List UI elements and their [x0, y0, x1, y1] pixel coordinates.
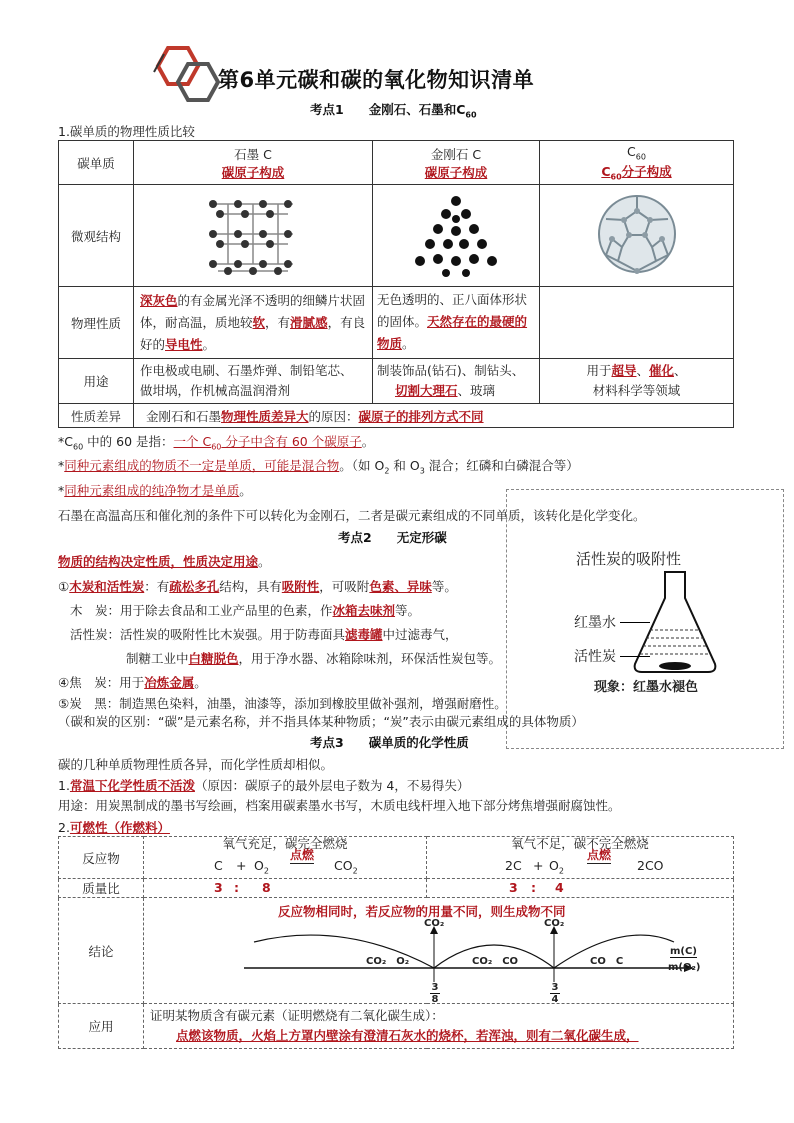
leader-line-1	[620, 622, 650, 623]
combustibility-line: 2.可燃性（作燃料）	[58, 820, 170, 835]
label-activated-carbon: 活性炭	[574, 649, 616, 665]
right-ratio: 3 : 4	[427, 879, 734, 898]
fraction-3-4: 3 4	[551, 982, 559, 1005]
left-reaction: 氧气充足，碳完全燃烧 C + $O_2$ 点燃 $CO_2$	[144, 837, 427, 879]
label-phys: 物理性质	[59, 287, 134, 359]
diamond-use-text: 制装饰品(钻石)、制钻头、 切割大理石、玻璃	[373, 359, 540, 404]
conclusion-cell	[144, 898, 734, 1004]
activated-carbon-line: 活性炭：活性炭的吸附性比木炭强。用于防毒面具滤毒罐中过滤毒气，	[70, 627, 458, 642]
figure-title: 活性炭的吸附性	[576, 550, 682, 568]
col-diamond: 金刚石 C 碳原子构成	[373, 141, 540, 185]
combustion-table	[58, 836, 734, 1049]
carbon-comparison-table	[58, 140, 734, 428]
mc-label: m(C)	[670, 946, 697, 957]
label-carbon: 碳单质	[59, 141, 134, 185]
figure-caption: 现象：红墨水褪色	[594, 680, 699, 695]
kaodian2-heading: 考点2 无定形碳	[338, 530, 447, 545]
label-micro: 微观结构	[59, 185, 134, 287]
note-mixture: *同种元素组成的物质不一定是单质，可能是混合物。（如 $O_2$ 和 $O_3$ 混合；红磷和白磷混合等）	[58, 458, 579, 476]
graphite-use-text: 作电极或电刷、石墨炸弹、制铅笔芯、 做坩埚，作机械高温润滑剂	[134, 359, 373, 404]
label-diff: 性质差异	[59, 404, 134, 428]
label-use: 用途	[59, 359, 134, 404]
col-graphite: 石墨 C 碳原子构成	[134, 141, 373, 185]
conical-flask-image	[630, 568, 720, 678]
label-mass-ratio: 质量比	[59, 879, 144, 898]
sugar-line: 制糖工业中白糖脱色，用于净水器、冰箱除味剂，环保活性炭包等。	[126, 651, 502, 666]
graphite-phys-text: 深灰色的有金属光泽不透明的细鳞片状固体，耐高温，质地较软，有滑腻感，有良好的导电性。	[134, 287, 373, 359]
diamond-phys-text: 无色透明的、正八面体形状的固体。天然存在的最硬的物质。	[373, 287, 540, 359]
left-ratio: 3 : 8	[144, 879, 427, 898]
graphite-structure-image	[134, 185, 373, 287]
co2-label-2: CO₂	[544, 918, 565, 929]
region2-label: CO₂ CO	[472, 956, 519, 967]
similar-chem-line: 碳的几种单质物理性质各异，而化学性质却相似。	[58, 757, 334, 772]
carbon-distinction-line: （碳和炭的区别：“碳”是元素名称，并不指具体某种物质；“炭”表示由碳元素组成的具体物质）	[58, 714, 584, 729]
benzene-logo-icon	[148, 42, 220, 106]
co2-label-1: CO₂	[424, 918, 445, 929]
diff-text: 金刚石和石墨物理性质差异大的原因：碳原子的排列方式不同	[134, 404, 734, 428]
kaodian1-heading: 考点1 金刚石、石墨和$C_{60}$	[310, 102, 477, 120]
diamond-structure-image	[373, 185, 540, 287]
c60-use-text: 用于超导、催化、 材料科学等领域	[540, 359, 734, 404]
coke-line: ④焦 炭：用于冶炼金属。	[58, 675, 207, 690]
region1-label: CO₂ O₂	[366, 956, 410, 967]
note-conversion: 石墨在高温高压和催化剂的条件下可以转化为金刚石，二者是碳元素组成的不同单质，该转化是化学变化。	[58, 508, 646, 523]
application-cell: 证明某物质含有碳元素（证明燃烧有二氧化碳生成）： 点燃该物质，火焰上方罩内壁涂有澄清石灰水的烧杯，若浑浊，则有二氧化碳生成，	[144, 1004, 734, 1049]
structure-property-line: 物质的结构决定性质，性质决定用途。	[58, 554, 271, 569]
inactive-line: 1.常温下化学性质不活泼（原因：碳原子的最外层电子数为 4，不易得失）	[58, 778, 470, 793]
leader-line-2	[620, 656, 650, 657]
label-conclusion: 结论	[59, 898, 144, 1004]
fraction-3-8: 3 8	[431, 982, 439, 1005]
section1-heading: 1.碳单质的物理性质比较	[58, 124, 195, 139]
right-reaction: 氧气不足，碳不完全燃烧 2C + $O_2$ 点燃 2CO	[427, 837, 734, 879]
carbon-black-line: ⑤炭 黑：制造黑色染料，油墨，油漆等，添加到橡胶里做补强剂，增强耐磨性。	[58, 696, 507, 711]
col-c60: $C_{60}$ $C_{60}$分子构成	[540, 141, 734, 185]
wood-charcoal-line: 木 炭：用于除去食品和工业产品里的色素，作冰箱去味剂等。	[70, 603, 421, 618]
mo2-label: m(O₂)	[668, 962, 701, 973]
label-application: 应用	[59, 1004, 144, 1049]
note-c60: $*C_{60}$ 中的 60 是指：一个 $C_{60}$ 分子中含有 60 个碳原子。	[58, 434, 375, 452]
kaodian3-heading: 考点3 碳单质的化学性质	[310, 735, 469, 750]
c60-structure-image	[540, 185, 734, 287]
label-red-ink: 红墨水	[574, 615, 616, 631]
label-reactant: 反应物	[59, 837, 144, 879]
page-title: 第6单元碳和碳的氧化物知识清单	[218, 68, 535, 92]
charcoal-line: ①木炭和活性炭：有疏松多孔结构，具有吸附性，可吸附色素、异味等。	[58, 579, 457, 594]
conclusion-text: 反应物相同时，若反应物的用量不同，则生成物不同	[278, 904, 566, 919]
ink-use-line: 用途：用炭黑制成的墨书写绘画，档案用碳素墨水书写，木质电线杆埋入地下部分烤焦增强耐腐蚀性。	[58, 798, 621, 813]
note-element: *同种元素组成的纯净物才是单质。	[58, 483, 252, 498]
region3-label: CO C	[590, 956, 624, 967]
c60-phys-text	[540, 287, 734, 359]
